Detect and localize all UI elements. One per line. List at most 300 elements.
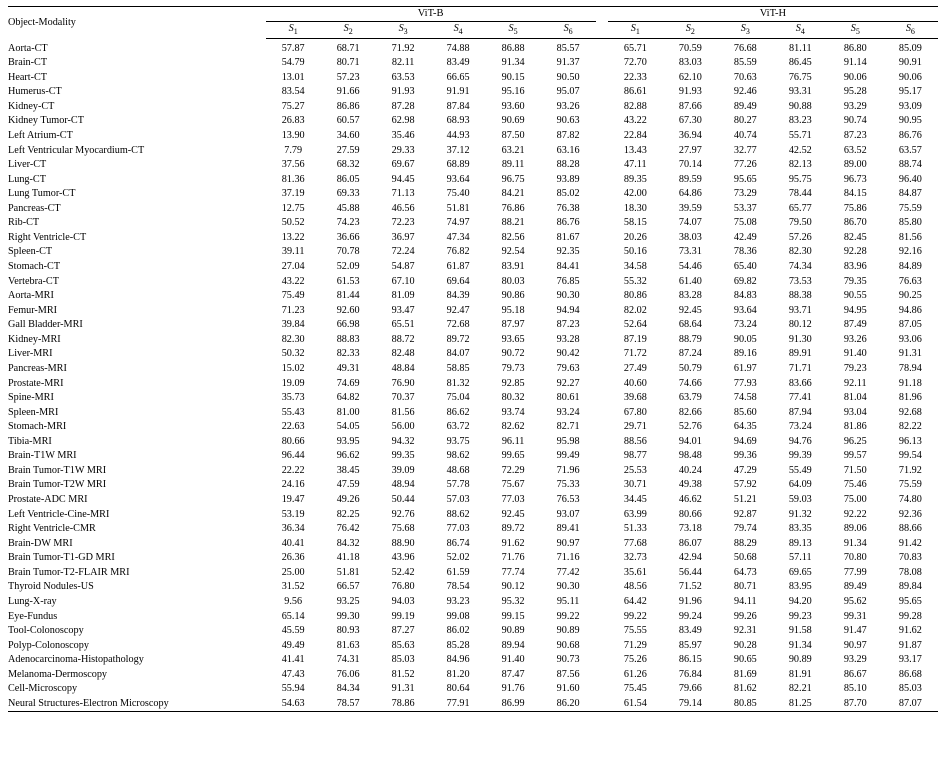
table-row xyxy=(8,274,938,289)
cell-vith-s6: 78.94 xyxy=(898,362,922,374)
cell-vith-s6: 85.03 xyxy=(898,683,922,695)
cell-vith-s2: 39.59 xyxy=(678,202,702,214)
cell-vitb-s4: 84.07 xyxy=(446,348,470,360)
cell-vitb-s2: 80.71 xyxy=(336,57,360,69)
cell-vith-s5: 95.62 xyxy=(843,595,867,607)
table-body xyxy=(8,38,938,711)
cell-vith-s6: 90.95 xyxy=(898,115,922,127)
cell-vith-s2: 92.45 xyxy=(678,304,702,316)
cell-vitb-s1: 57.87 xyxy=(281,42,305,54)
cell-vith-s2: 91.93 xyxy=(678,86,702,98)
row-label: Brain-CT xyxy=(8,57,48,69)
column-spacer xyxy=(596,128,608,143)
cell-vith-s2: 82.66 xyxy=(678,406,702,418)
cell-vitb-s1: 22.63 xyxy=(281,421,305,433)
cell-vith-s1: 89.35 xyxy=(623,173,647,185)
cell-vitb-s6: 88.28 xyxy=(556,159,580,171)
row-label: Right Ventricle-CMR xyxy=(8,523,96,535)
table-row xyxy=(8,376,938,391)
cell-vith-s6: 86.76 xyxy=(898,129,922,141)
cell-vitb-s6: 87.82 xyxy=(556,129,580,141)
cell-vith-s3: 90.65 xyxy=(733,654,757,666)
cell-vith-s6: 88.66 xyxy=(898,523,922,535)
cell-vith-s5: 99.57 xyxy=(843,450,867,462)
cell-vith-s2: 46.62 xyxy=(678,494,702,506)
table-row xyxy=(8,493,938,508)
cell-vith-s3: 79.74 xyxy=(733,523,757,535)
cell-vith-s3: 65.40 xyxy=(733,261,757,273)
table-row xyxy=(8,332,938,347)
cell-vith-s1: 47.11 xyxy=(624,159,647,171)
cell-vith-s6: 88.74 xyxy=(898,159,922,171)
cell-vitb-s3: 99.35 xyxy=(391,450,415,462)
cell-vith-s5: 89.00 xyxy=(843,159,867,171)
column-spacer xyxy=(596,187,608,202)
cell-vitb-s3: 39.09 xyxy=(391,464,415,476)
cell-vitb-s3: 99.19 xyxy=(391,610,415,622)
cell-vitb-s2: 36.66 xyxy=(336,231,360,243)
cell-vith-s2: 63.79 xyxy=(678,392,702,404)
cell-vitb-s1: 24.16 xyxy=(281,479,305,491)
cell-vith-s2: 87.66 xyxy=(678,100,702,112)
cell-vitb-s6: 90.97 xyxy=(556,537,580,549)
cell-vitb-s2: 69.33 xyxy=(336,188,360,200)
cell-vith-s3: 57.92 xyxy=(733,479,757,491)
column-spacer xyxy=(596,594,608,609)
cell-vith-s3: 73.29 xyxy=(733,188,757,200)
cell-vith-s4: 82.30 xyxy=(788,246,812,258)
cell-vith-s1: 35.61 xyxy=(623,566,647,578)
cell-vitb-s3: 35.46 xyxy=(391,129,415,141)
cell-vith-s3: 90.28 xyxy=(733,639,757,651)
cell-vith-s6: 92.16 xyxy=(898,246,922,258)
cell-vitb-s1: 54.63 xyxy=(266,696,321,711)
cell-vith-s3: 93.64 xyxy=(733,304,757,316)
cell-vitb-s1: 26.83 xyxy=(281,115,305,127)
table-row xyxy=(8,260,938,275)
cell-vith-s6: 96.40 xyxy=(898,173,922,185)
cell-vitb-s6: 91.60 xyxy=(556,683,580,695)
table-row xyxy=(8,420,938,435)
cell-vitb-s4: 84.96 xyxy=(446,654,470,666)
cell-vith-s3: 70.63 xyxy=(733,71,757,83)
cell-vith-s1: 50.16 xyxy=(623,246,647,258)
column-spacer xyxy=(596,696,608,711)
table-row xyxy=(8,536,938,551)
cell-vitb-s1: 31.52 xyxy=(281,581,305,593)
cell-vith-s4: 79.50 xyxy=(788,217,812,229)
table-row xyxy=(8,230,938,245)
column-spacer xyxy=(596,522,608,537)
cell-vith-s6: 89.84 xyxy=(898,581,922,593)
row-label: Left Atrium-CT xyxy=(8,129,73,141)
cell-vitb-s1: 35.73 xyxy=(281,392,305,404)
column-spacer xyxy=(596,507,608,522)
cell-vitb-s2: 49.31 xyxy=(336,362,360,374)
cell-vitb-s6: 90.68 xyxy=(556,639,580,651)
table-row xyxy=(8,638,938,653)
cell-vith-s1: 22.33 xyxy=(623,71,647,83)
cell-vith-s4: 91.58 xyxy=(788,625,812,637)
cell-vitb-s1: 13.22 xyxy=(281,231,305,243)
cell-vitb-s3: 81.56 xyxy=(391,406,415,418)
cell-vitb-s1: 12.75 xyxy=(281,202,305,214)
cell-vitb-s1: 54.79 xyxy=(281,57,305,69)
cell-vith-s1: 32.73 xyxy=(623,552,647,564)
cell-vith-s2: 83.28 xyxy=(678,290,702,302)
table-row xyxy=(8,609,938,624)
cell-vitb-s6: 80.61 xyxy=(556,392,580,404)
cell-vitb-s4: 51.81 xyxy=(446,202,470,214)
cell-vith-s1: 25.53 xyxy=(623,464,647,476)
cell-vith-s4: 91.32 xyxy=(788,508,812,520)
cell-vitb-s4: 48.68 xyxy=(446,464,470,476)
column-spacer xyxy=(596,565,608,580)
cell-vith-s1: 98.77 xyxy=(623,450,647,462)
table-row xyxy=(8,580,938,595)
table-row xyxy=(8,158,938,173)
cell-vitb-s2: 92.60 xyxy=(336,304,360,316)
table-row xyxy=(8,463,938,478)
cell-vith-s4: 89.13 xyxy=(788,537,812,549)
cell-vith-s5: 93.29 xyxy=(843,654,867,666)
cell-vitb-s6: 92.27 xyxy=(556,377,580,389)
cell-vith-s2: 86.15 xyxy=(678,654,702,666)
cell-vith-s1: 65.71 xyxy=(623,42,647,54)
cell-vitb-s4: 75.04 xyxy=(446,392,470,404)
cell-vitb-s2: 93.95 xyxy=(336,435,360,447)
metric-header-vitb-s1: $S_1$ xyxy=(266,21,321,38)
cell-vitb-s3: 88.72 xyxy=(391,333,415,345)
cell-vith-s6: 63.57 xyxy=(898,144,922,156)
cell-vitb-s3: 91.31 xyxy=(391,683,415,695)
cell-vitb-s6: 90.30 xyxy=(556,581,580,593)
cell-vitb-s4: 61.59 xyxy=(446,566,470,578)
cell-vitb-s2: 70.78 xyxy=(336,246,360,258)
cell-vith-s2: 27.97 xyxy=(678,144,702,156)
cell-vitb-s2: 68.71 xyxy=(336,42,360,54)
cell-vitb-s6: 93.07 xyxy=(556,508,580,520)
cell-vitb-s5: 80.03 xyxy=(501,275,525,287)
cell-vith-s5: 86.80 xyxy=(843,42,867,54)
cell-vitb-s1: 15.02 xyxy=(281,362,305,374)
cell-vith-s6: 75.59 xyxy=(898,202,922,214)
cell-vitb-s5: 84.21 xyxy=(501,188,525,200)
cell-vitb-s3: 69.67 xyxy=(391,159,415,171)
row-label: Right Ventricle-CT xyxy=(8,231,87,243)
cell-vith-s5: 75.46 xyxy=(843,479,867,491)
cell-vith-s1: 22.84 xyxy=(623,129,647,141)
cell-vitb-s3: 70.37 xyxy=(391,392,415,404)
cell-vitb-s5: 87.97 xyxy=(501,319,525,331)
cell-vith-s2: 89.59 xyxy=(678,173,702,185)
column-spacer xyxy=(596,391,608,406)
table-row xyxy=(8,70,938,85)
cell-vith-s5: 87.70 xyxy=(828,696,883,711)
cell-vitb-s5: 83.91 xyxy=(501,261,525,273)
cell-vith-s3: 81.69 xyxy=(733,668,757,680)
cell-vith-s1: 43.22 xyxy=(623,115,647,127)
row-label: Brain Tumor-T2W MRI xyxy=(8,479,107,491)
cell-vitb-s2: 74.69 xyxy=(336,377,360,389)
cell-vitb-s6: 86.76 xyxy=(556,217,580,229)
row-label: Brain Tumor-T2-FLAIR MRI xyxy=(8,566,130,578)
cell-vith-s5: 93.26 xyxy=(843,333,867,345)
cell-vitb-s2: 45.88 xyxy=(336,202,360,214)
cell-vith-s6: 87.07 xyxy=(883,696,938,711)
cell-vitb-s5: 82.56 xyxy=(501,231,525,243)
column-spacer xyxy=(596,493,608,508)
cell-vitb-s5: 95.16 xyxy=(501,86,525,98)
cell-vith-s4: 55.49 xyxy=(788,464,812,476)
cell-vitb-s2: 60.57 xyxy=(336,115,360,127)
cell-vith-s2: 42.94 xyxy=(678,552,702,564)
cell-vith-s3: 81.62 xyxy=(733,683,757,695)
cell-vitb-s5: 88.21 xyxy=(501,217,525,229)
cell-vith-s1: 40.60 xyxy=(623,377,647,389)
metric-header-vith-s5: $S_5$ xyxy=(828,21,883,38)
cell-vitb-s4: 74.97 xyxy=(446,217,470,229)
cell-vitb-s4: 61.87 xyxy=(446,261,470,273)
cell-vith-s3: 64.35 xyxy=(733,421,757,433)
cell-vith-s5: 96.25 xyxy=(843,435,867,447)
cell-vith-s2: 68.64 xyxy=(678,319,702,331)
cell-vith-s3: 32.77 xyxy=(733,144,757,156)
cell-vitb-s1: 39.84 xyxy=(281,319,305,331)
cell-vitb-s5: 93.74 xyxy=(501,406,525,418)
cell-vith-s1: 67.80 xyxy=(623,406,647,418)
column-spacer xyxy=(596,158,608,173)
cell-vitb-s6: 76.38 xyxy=(556,202,580,214)
column-spacer xyxy=(596,551,608,566)
cell-vith-s4: 83.95 xyxy=(788,581,812,593)
cell-vitb-s1: 71.23 xyxy=(281,304,305,316)
cell-vitb-s3: 88.90 xyxy=(391,537,415,549)
cell-vitb-s4: 81.32 xyxy=(446,377,470,389)
cell-vitb-s5: 91.62 xyxy=(501,537,525,549)
cell-vith-s3: 77.93 xyxy=(733,377,757,389)
cell-vitb-s1: 47.43 xyxy=(281,668,305,680)
cell-vith-s3: 73.24 xyxy=(733,319,757,331)
row-label: Lung Tumor-CT xyxy=(8,188,76,200)
cell-vitb-s6: 85.02 xyxy=(556,188,580,200)
table-row xyxy=(8,522,938,537)
table-row xyxy=(8,187,938,202)
cell-vitb-s6: 87.56 xyxy=(556,668,580,680)
cell-vith-s5: 91.34 xyxy=(843,537,867,549)
cell-vitb-s6: 90.42 xyxy=(556,348,580,360)
cell-vitb-s6: 92.35 xyxy=(556,246,580,258)
cell-vith-s4: 81.11 xyxy=(789,42,812,54)
cell-vith-s6: 90.25 xyxy=(898,290,922,302)
row-label: Humerus-CT xyxy=(8,86,62,98)
cell-vith-s4: 76.75 xyxy=(788,71,812,83)
cell-vitb-s4: 68.93 xyxy=(446,115,470,127)
cell-vith-s1: 63.99 xyxy=(623,508,647,520)
cell-vitb-s6: 99.49 xyxy=(556,450,580,462)
cell-vith-s6: 81.96 xyxy=(898,392,922,404)
cell-vith-s5: 86.67 xyxy=(843,668,867,680)
table-row xyxy=(8,245,938,260)
cell-vith-s1: 27.49 xyxy=(623,362,647,374)
metric-header-vitb-s4: $S_4$ xyxy=(431,21,486,38)
cell-vitb-s2: 61.53 xyxy=(336,275,360,287)
column-spacer xyxy=(596,216,608,231)
cell-vitb-s2: 88.83 xyxy=(336,333,360,345)
cell-vith-s6: 78.08 xyxy=(898,566,922,578)
cell-vith-s2: 87.24 xyxy=(678,348,702,360)
cell-vith-s6: 75.59 xyxy=(898,479,922,491)
cell-vitb-s6: 86.20 xyxy=(541,696,596,711)
cell-vitb-s2: 66.98 xyxy=(336,319,360,331)
column-spacer xyxy=(596,667,608,682)
cell-vith-s1: 58.15 xyxy=(623,217,647,229)
cell-vitb-s1: 26.36 xyxy=(281,552,305,564)
table-row xyxy=(8,85,938,100)
table-row xyxy=(8,551,938,566)
row-label: Spine-MRI xyxy=(8,392,54,404)
cell-vith-s6: 91.42 xyxy=(898,537,922,549)
row-label: Heart-CT xyxy=(8,71,48,83)
row-label: Tool-Colonoscopy xyxy=(8,625,84,637)
cell-vitb-s3: 91.93 xyxy=(391,86,415,98)
cell-vith-s2: 70.14 xyxy=(678,159,702,171)
column-spacer xyxy=(596,201,608,216)
cell-vith-s1: 39.68 xyxy=(623,392,647,404)
cell-vith-s3: 53.37 xyxy=(733,202,757,214)
cell-vith-s1: 29.71 xyxy=(623,421,647,433)
metric-header-vith-s1: $S_1$ xyxy=(608,21,663,38)
cell-vith-s5: 82.45 xyxy=(843,231,867,243)
metric-header-vitb-s6: $S_6$ xyxy=(541,21,596,38)
cell-vitb-s5: 90.69 xyxy=(501,115,525,127)
cell-vitb-s4: 99.08 xyxy=(446,610,470,622)
row-header-label: Object-Modality xyxy=(8,7,266,39)
row-label: Stomach-CT xyxy=(8,261,61,273)
cell-vith-s4: 88.38 xyxy=(788,290,812,302)
cell-vitb-s2: 84.34 xyxy=(336,683,360,695)
table-head xyxy=(8,7,938,39)
table-row xyxy=(8,682,938,697)
row-label: Melanoma-Dermoscopy xyxy=(8,668,108,680)
cell-vith-s5: 75.00 xyxy=(843,494,867,506)
cell-vith-s4: 94.20 xyxy=(788,595,812,607)
cell-vith-s6: 86.68 xyxy=(898,668,922,680)
cell-vith-s4: 59.03 xyxy=(788,494,812,506)
cell-vith-s6: 91.87 xyxy=(898,639,922,651)
cell-vitb-s2: 27.59 xyxy=(336,144,360,156)
cell-vitb-s4: 98.62 xyxy=(446,450,470,462)
cell-vitb-s2: 68.32 xyxy=(336,159,360,171)
cell-vitb-s2: 99.30 xyxy=(336,610,360,622)
cell-vitb-s1: 27.04 xyxy=(281,261,305,273)
cell-vith-s4: 91.34 xyxy=(788,639,812,651)
cell-vitb-s5: 89.94 xyxy=(501,639,525,651)
cell-vitb-s6: 93.28 xyxy=(556,333,580,345)
cell-vitb-s6: 76.85 xyxy=(556,275,580,287)
cell-vitb-s5: 80.32 xyxy=(501,392,525,404)
column-spacer xyxy=(596,638,608,653)
group-header-vith: ViT-H xyxy=(608,7,938,22)
cell-vith-s3: 84.83 xyxy=(733,290,757,302)
row-label: Adenocarcinoma-Histopathology xyxy=(8,654,144,666)
cell-vitb-s1: 43.22 xyxy=(281,275,305,287)
cell-vitb-s3: 81.09 xyxy=(391,290,415,302)
cell-vith-s2: 79.14 xyxy=(663,696,718,711)
column-spacer xyxy=(596,70,608,85)
metric-header-vitb-s5: $S_5$ xyxy=(486,21,541,38)
cell-vith-s5: 87.23 xyxy=(843,129,867,141)
cell-vith-s4: 81.91 xyxy=(788,668,812,680)
cell-vitb-s2: 66.57 xyxy=(336,581,360,593)
cell-vith-s2: 80.66 xyxy=(678,508,702,520)
cell-vith-s2: 54.46 xyxy=(678,261,702,273)
cell-vitb-s6: 90.73 xyxy=(556,654,580,666)
cell-vitb-s3: 62.98 xyxy=(391,115,415,127)
cell-vitb-s5: 99.65 xyxy=(501,450,525,462)
row-label: Left Ventricle-Cine-MRI xyxy=(8,508,110,520)
cell-vith-s3: 51.21 xyxy=(733,494,757,506)
cell-vith-s6: 71.92 xyxy=(898,464,922,476)
cell-vith-s3: 47.29 xyxy=(733,464,757,476)
row-label: Spleen-CT xyxy=(8,246,53,258)
cell-vith-s3: 64.73 xyxy=(733,566,757,578)
row-label: Thyroid Nodules-US xyxy=(8,581,94,593)
cell-vith-s5: 92.22 xyxy=(843,508,867,520)
cell-vitb-s1: 37.56 xyxy=(281,159,305,171)
cell-vith-s1: 75.55 xyxy=(623,625,647,637)
cell-vitb-s2: 38.45 xyxy=(336,464,360,476)
metric-header-vith-s4: $S_4$ xyxy=(773,21,828,38)
cell-vith-s2: 74.07 xyxy=(678,217,702,229)
column-spacer xyxy=(596,289,608,304)
cell-vith-s1: 48.56 xyxy=(623,581,647,593)
metric-header-vith-s3: $S_3$ xyxy=(718,21,773,38)
row-label: Brain-DW MRI xyxy=(8,537,73,549)
cell-vitb-s2: 81.63 xyxy=(336,639,360,651)
table-row xyxy=(8,114,938,129)
cell-vitb-s5: 77.03 xyxy=(501,494,525,506)
cell-vitb-s5: 96.75 xyxy=(501,173,525,185)
cell-vith-s3: 74.58 xyxy=(733,392,757,404)
cell-vitb-s1: 50.32 xyxy=(281,348,305,360)
cell-vitb-s2: 86.86 xyxy=(336,100,360,112)
cell-vitb-s1: 25.00 xyxy=(281,566,305,578)
cell-vith-s6: 90.91 xyxy=(898,57,922,69)
row-label: Polyp-Colonoscopy xyxy=(8,639,89,651)
cell-vith-s5: 93.04 xyxy=(843,406,867,418)
cell-vith-s6: 70.83 xyxy=(898,552,922,564)
cell-vith-s5: 84.15 xyxy=(843,188,867,200)
cell-vith-s4: 73.53 xyxy=(788,275,812,287)
cell-vith-s6: 81.56 xyxy=(898,231,922,243)
cell-vith-s5: 87.49 xyxy=(843,319,867,331)
cell-vitb-s5: 91.76 xyxy=(501,683,525,695)
cell-vitb-s6: 90.30 xyxy=(556,290,580,302)
cell-vith-s1: 61.54 xyxy=(608,696,663,711)
cell-vith-s3: 89.16 xyxy=(733,348,757,360)
table-row xyxy=(8,172,938,187)
column-spacer xyxy=(596,580,608,595)
cell-vith-s4: 90.89 xyxy=(788,654,812,666)
column-spacer xyxy=(596,449,608,464)
cell-vitb-s4: 66.65 xyxy=(446,71,470,83)
group-header-row xyxy=(8,7,938,22)
cell-vitb-s1: 55.94 xyxy=(281,683,305,695)
cell-vitb-s6: 89.41 xyxy=(556,523,580,535)
cell-vith-s4: 83.66 xyxy=(788,377,812,389)
cell-vith-s4: 73.24 xyxy=(788,421,812,433)
